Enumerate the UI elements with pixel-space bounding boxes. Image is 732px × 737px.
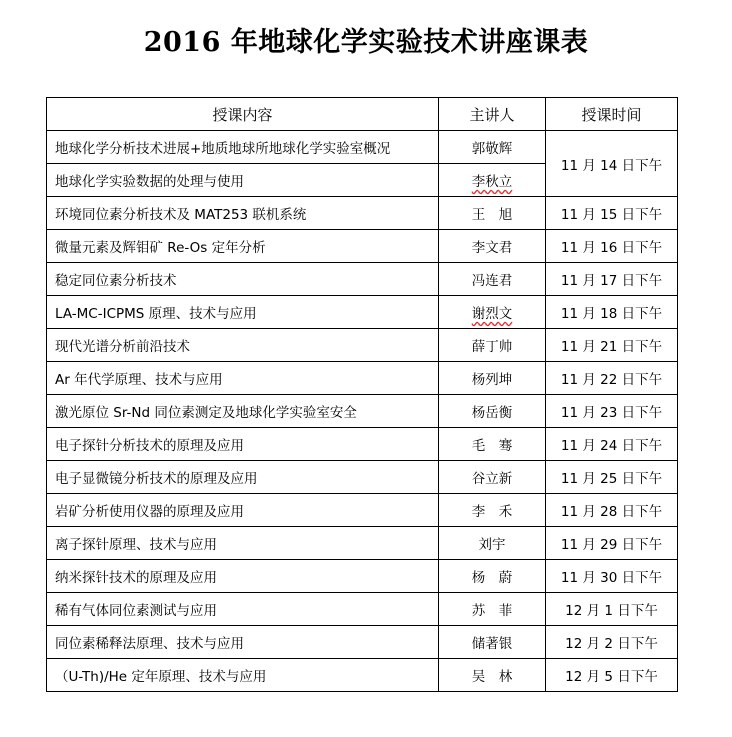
topic-cell: 稀有气体同位素测试与应用: [47, 593, 439, 626]
topic-cell: LA-MC-ICPMS 原理、技术与应用: [47, 296, 439, 329]
table-row: [47, 197, 678, 230]
lecturer-cell: 李文君: [439, 230, 546, 263]
lecturer-name: 李秋立: [471, 174, 513, 190]
lecturer-cell: [439, 164, 546, 197]
topic-cell: 岩矿分析使用仪器的原理及应用: [47, 494, 439, 527]
lecturer-cell: 刘宇: [439, 527, 546, 560]
time-cell: 11 月 28 日下午: [546, 494, 678, 527]
time-cell: 11 月 23 日下午: [546, 395, 678, 428]
topic-cell: 电子探针分析技术的原理及应用: [47, 428, 439, 461]
time-cell: 11 月 22 日下午: [546, 362, 678, 395]
table-row: [47, 131, 678, 164]
table-row: [47, 659, 678, 692]
topic-cell: 地球化学分析技术进展+地质地球所地球化学实验室概况: [47, 131, 439, 164]
lecturer-cell: 苏 菲: [439, 593, 546, 626]
time-cell: 11 月 14 日下午: [546, 131, 678, 197]
time-cell: 11 月 21 日下午: [546, 329, 678, 362]
time-cell: 11 月 16 日下午: [546, 230, 678, 263]
topic-cell: 稳定同位素分析技术: [47, 263, 439, 296]
table-row: [47, 362, 678, 395]
table-row: [47, 230, 678, 263]
time-cell: 11 月 29 日下午: [546, 527, 678, 560]
topic-cell: 地球化学实验数据的处理与使用: [47, 164, 439, 197]
table-row: [47, 626, 678, 659]
time-cell: 12 月 2 日下午: [546, 626, 678, 659]
lecturer-cell: 郭敬辉: [439, 131, 546, 164]
topic-cell: 离子探针原理、技术与应用: [47, 527, 439, 560]
table-row: [47, 329, 678, 362]
time-cell: 11 月 30 日下午: [546, 560, 678, 593]
header-time: 授课时间: [546, 98, 678, 131]
document-title: 2016 年地球化学实验技术讲座课表: [143, 27, 589, 58]
topic-cell: 同位素稀释法原理、技术与应用: [47, 626, 439, 659]
table-row: [47, 296, 678, 329]
header-topic: 授课内容: [47, 98, 439, 131]
time-cell: 11 月 24 日下午: [546, 428, 678, 461]
lecturer-name: 谢烈文: [471, 306, 513, 322]
time-cell: 12 月 1 日下午: [546, 593, 678, 626]
lecturer-cell: 冯连君: [439, 263, 546, 296]
topic-cell: 电子显微镜分析技术的原理及应用: [47, 461, 439, 494]
lecturer-cell: 谷立新: [439, 461, 546, 494]
time-cell: 11 月 15 日下午: [546, 197, 678, 230]
topic-cell: 现代光谱分析前沿技术: [47, 329, 439, 362]
table-row: [47, 593, 678, 626]
topic-cell: 激光原位 Sr-Nd 同位素测定及地球化学实验室安全: [47, 395, 439, 428]
lecturer-cell: 杨 蔚: [439, 560, 546, 593]
lecturer-cell: 毛 骞: [439, 428, 546, 461]
lecturer-cell: 王 旭: [439, 197, 546, 230]
table-row: [47, 263, 678, 296]
topic-cell: 微量元素及辉钼矿 Re-Os 定年分析: [47, 230, 439, 263]
time-cell: 12 月 5 日下午: [546, 659, 678, 692]
table-row: [47, 560, 678, 593]
table-row: [47, 527, 678, 560]
table-row: [47, 461, 678, 494]
lecturer-cell: 杨列坤: [439, 362, 546, 395]
lecturer-cell: 李 禾: [439, 494, 546, 527]
table-row: [47, 428, 678, 461]
time-cell: 11 月 17 日下午: [546, 263, 678, 296]
lecturer-cell: 储著银: [439, 626, 546, 659]
topic-cell: 环境同位素分析技术及 MAT253 联机系统: [47, 197, 439, 230]
time-cell: 11 月 25 日下午: [546, 461, 678, 494]
lecture-schedule-table: [46, 97, 678, 692]
topic-cell: 纳米探针技术的原理及应用: [47, 560, 439, 593]
topic-cell: （U-Th)/He 定年原理、技术与应用: [47, 659, 439, 692]
lecturer-cell: 吴 林: [439, 659, 546, 692]
lecturer-cell: [439, 296, 546, 329]
time-cell: 11 月 18 日下午: [546, 296, 678, 329]
lecturer-cell: 杨岳衡: [439, 395, 546, 428]
table-row: [47, 395, 678, 428]
lecturer-cell: 薛丁帅: [439, 329, 546, 362]
table-header-row: [47, 98, 678, 131]
topic-cell: Ar 年代学原理、技术与应用: [47, 362, 439, 395]
header-lecturer: 主讲人: [439, 98, 546, 131]
table-row: [47, 494, 678, 527]
